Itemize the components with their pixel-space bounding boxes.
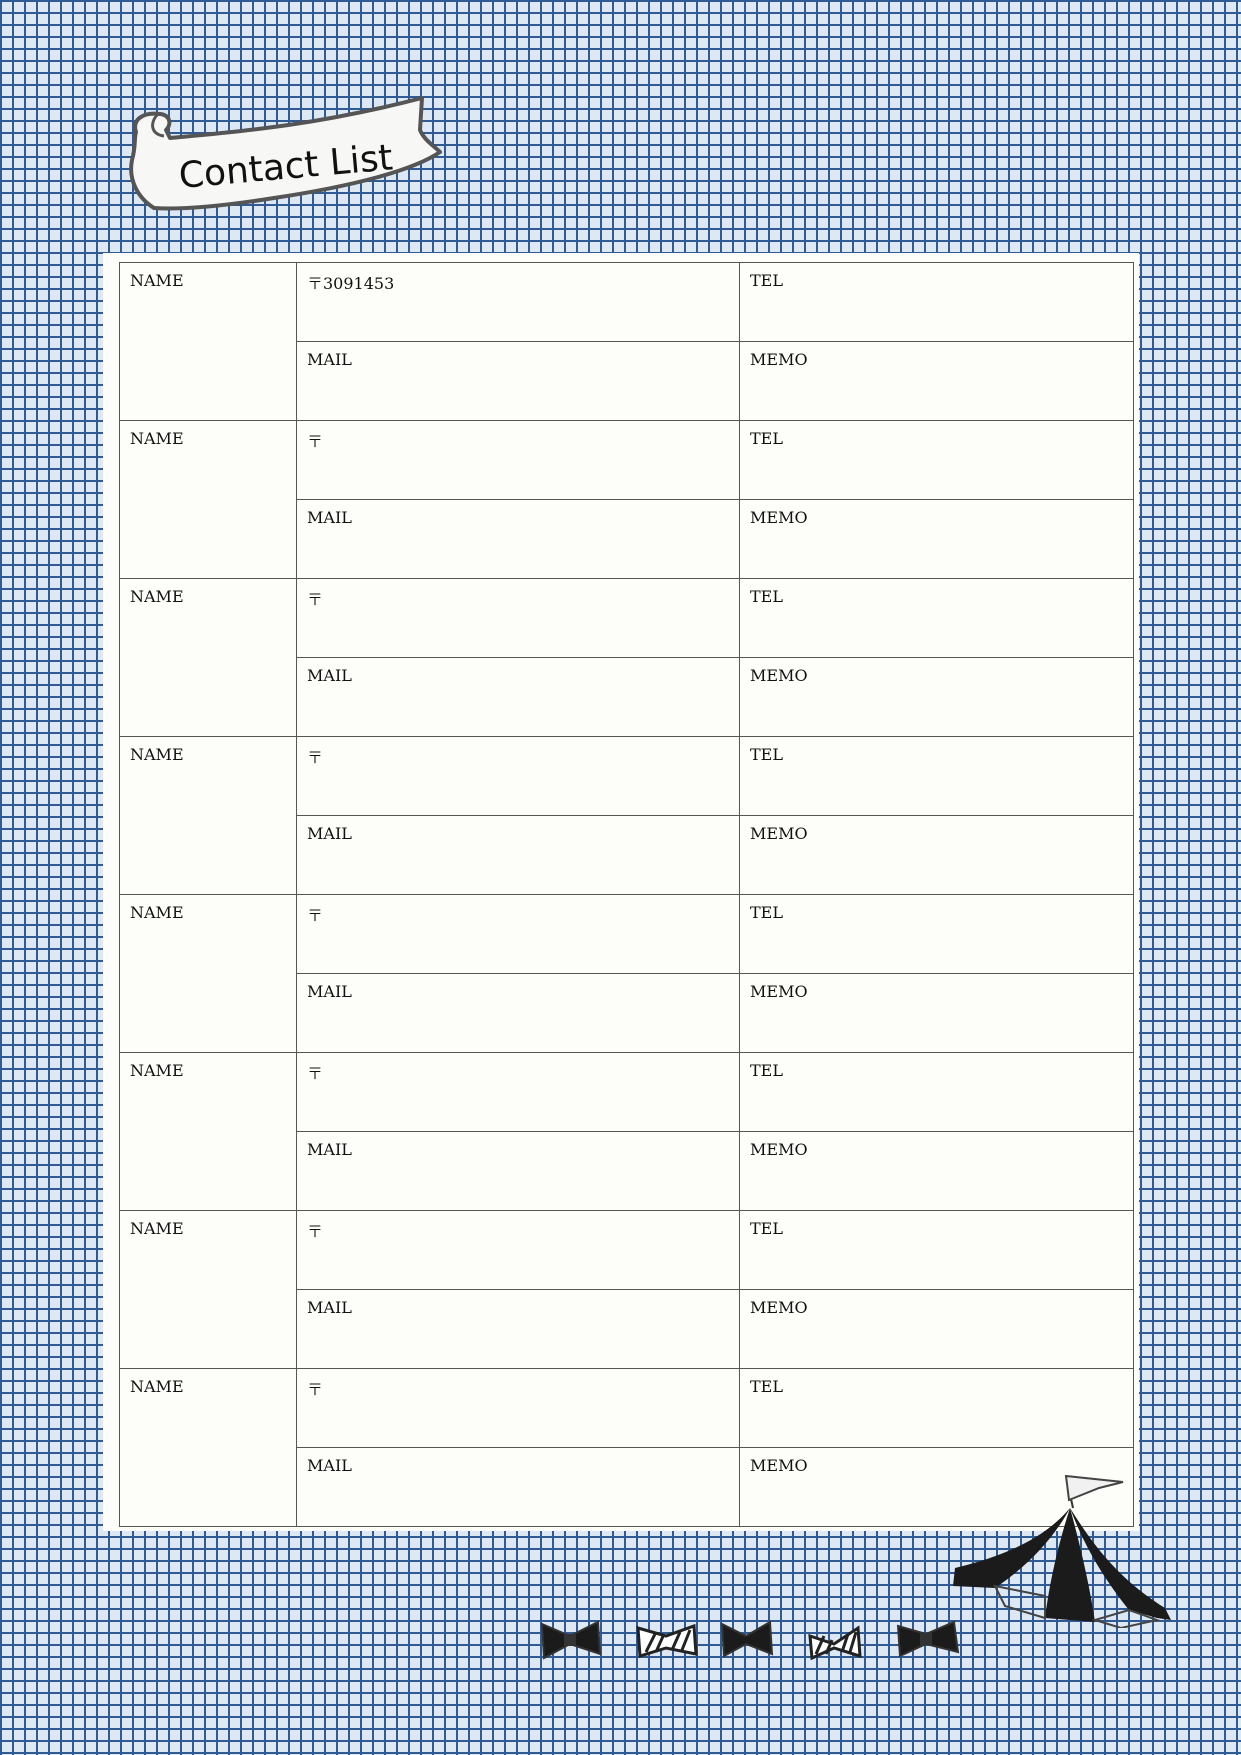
mail-cell[interactable] — [297, 658, 740, 737]
mail-label: MAIL — [307, 1456, 352, 1475]
postal-label: 〒3091453 — [307, 274, 395, 293]
memo-cell[interactable] — [740, 342, 1134, 421]
postal-cell[interactable] — [297, 579, 740, 658]
memo-cell[interactable] — [740, 1290, 1134, 1369]
memo-cell[interactable] — [740, 1132, 1134, 1211]
mail-cell[interactable] — [297, 500, 740, 579]
tel-label: TEL — [750, 1061, 783, 1080]
tel-cell[interactable] — [740, 421, 1134, 500]
mail-cell[interactable] — [297, 974, 740, 1053]
memo-cell[interactable] — [740, 658, 1134, 737]
name-cell[interactable] — [120, 263, 297, 421]
tel-cell[interactable] — [740, 895, 1134, 974]
contact-row — [120, 421, 1134, 500]
mail-label: MAIL — [307, 666, 352, 685]
mail-cell[interactable] — [297, 1448, 740, 1527]
name-label: NAME — [130, 903, 184, 922]
name-label: NAME — [130, 429, 184, 448]
mail-label: MAIL — [307, 1298, 352, 1317]
mail-label: MAIL — [307, 982, 352, 1001]
memo-label: MEMO — [750, 1456, 808, 1475]
memo-cell[interactable] — [740, 500, 1134, 579]
tel-cell[interactable] — [740, 263, 1134, 342]
postal-cell[interactable] — [297, 421, 740, 500]
tel-label: TEL — [750, 903, 783, 922]
name-label: NAME — [130, 587, 184, 606]
contact-row — [120, 895, 1134, 974]
memo-label: MEMO — [750, 666, 808, 685]
name-cell[interactable] — [120, 737, 297, 895]
name-label: NAME — [130, 1219, 184, 1238]
name-label: NAME — [130, 745, 184, 764]
tel-label: TEL — [750, 745, 783, 764]
bow-tie-row — [540, 1616, 970, 1666]
name-label: NAME — [130, 271, 184, 290]
postal-cell[interactable] — [297, 1053, 740, 1132]
contact-row — [120, 263, 1134, 342]
memo-label: MEMO — [750, 1140, 808, 1159]
bow-tie-icon — [542, 1622, 600, 1658]
circus-tent-icon — [945, 1468, 1175, 1628]
contact-table — [119, 262, 1134, 1527]
postal-label: 〒 — [307, 748, 324, 767]
tel-label: TEL — [750, 271, 783, 290]
mail-label: MAIL — [307, 350, 352, 369]
memo-label: MEMO — [750, 508, 808, 527]
mail-label: MAIL — [307, 824, 352, 843]
postal-label: 〒 — [307, 906, 324, 925]
name-cell[interactable] — [120, 579, 297, 737]
postal-cell[interactable] — [297, 895, 740, 974]
contact-sheet — [103, 253, 1139, 1531]
postal-label: 〒 — [307, 1380, 324, 1399]
bow-tie-icon — [722, 1622, 772, 1656]
mail-cell[interactable] — [297, 816, 740, 895]
mail-label: MAIL — [307, 508, 352, 527]
contact-row — [120, 737, 1134, 816]
name-cell[interactable] — [120, 421, 297, 579]
name-cell[interactable] — [120, 1369, 297, 1527]
memo-label: MEMO — [750, 350, 808, 369]
tel-cell[interactable] — [740, 1053, 1134, 1132]
tel-cell[interactable] — [740, 579, 1134, 658]
name-cell[interactable] — [120, 1053, 297, 1211]
postal-cell[interactable] — [297, 1369, 740, 1448]
memo-label: MEMO — [750, 982, 808, 1001]
mail-cell[interactable] — [297, 1132, 740, 1211]
postal-label: 〒 — [307, 1064, 324, 1083]
bow-tie-icon — [898, 1622, 958, 1656]
tel-label: TEL — [750, 1219, 783, 1238]
contact-row — [120, 579, 1134, 658]
contact-row — [120, 1369, 1134, 1448]
postal-cell[interactable] — [297, 1211, 740, 1290]
name-cell[interactable] — [120, 895, 297, 1053]
postal-label: 〒 — [307, 1222, 324, 1241]
tel-label: TEL — [750, 429, 783, 448]
postal-label: 〒 — [307, 432, 324, 451]
mail-cell[interactable] — [297, 342, 740, 421]
contact-row — [120, 1053, 1134, 1132]
title-banner — [124, 90, 444, 225]
memo-cell[interactable] — [740, 816, 1134, 895]
tel-cell[interactable] — [740, 1369, 1134, 1448]
postal-cell[interactable] — [297, 737, 740, 816]
mail-cell[interactable] — [297, 1290, 740, 1369]
page-title: Contact List — [177, 137, 395, 197]
tel-cell[interactable] — [740, 737, 1134, 816]
tel-cell[interactable] — [740, 1211, 1134, 1290]
bow-tie-icon — [810, 1628, 860, 1658]
name-label: NAME — [130, 1377, 184, 1396]
memo-label: MEMO — [750, 1298, 808, 1317]
contact-row — [120, 1211, 1134, 1290]
bow-tie-icon — [638, 1626, 696, 1656]
postal-label: 〒 — [307, 590, 324, 609]
tel-label: TEL — [750, 1377, 783, 1396]
mail-label: MAIL — [307, 1140, 352, 1159]
name-cell[interactable] — [120, 1211, 297, 1369]
memo-cell[interactable] — [740, 974, 1134, 1053]
postal-cell[interactable] — [297, 263, 740, 342]
tel-label: TEL — [750, 587, 783, 606]
memo-label: MEMO — [750, 824, 808, 843]
name-label: NAME — [130, 1061, 184, 1080]
